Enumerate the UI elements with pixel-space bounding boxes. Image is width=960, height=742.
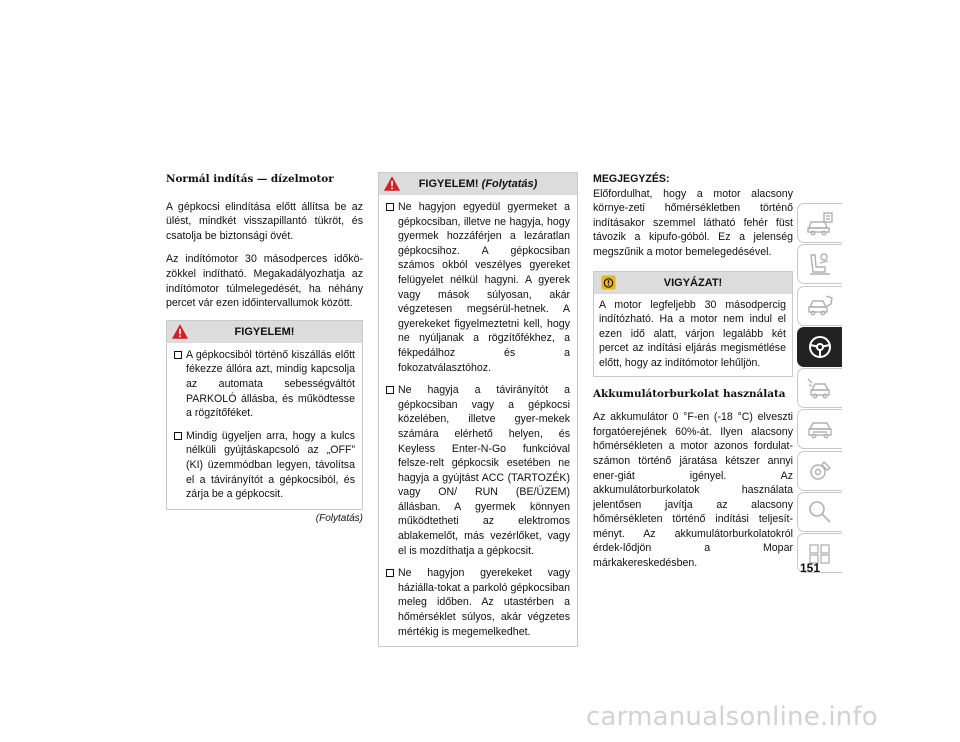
warning-body	[167, 343, 362, 509]
tab-search[interactable]	[797, 492, 842, 532]
car-wrench-icon	[806, 458, 834, 484]
tab-emergency[interactable]	[797, 368, 842, 408]
warning-triangle-icon	[171, 323, 189, 340]
list-item: Mindig ügyeljen arra, hogy a kulcs nélküli gyújtáskapcsoló az „OFF” (KI) üzemmódban legyen, távolítsa el a távirányítót a gépkocsiból, és zárja be a gépkocsit.	[174, 429, 355, 502]
warning-box	[166, 320, 363, 510]
tab-car-seat[interactable]	[797, 244, 842, 284]
watermark: carmanualsonline.info	[586, 702, 878, 732]
warning-body	[379, 195, 577, 646]
car-crash-icon	[806, 375, 834, 401]
bullet-square-icon	[386, 569, 394, 577]
paragraph: Az indítómotor 30 másodperces időkö-zökkel indítható. Megakadályozhatja az indítómotor túlmelegedését, ha néhány percet vár ezen időintervallumok között.	[166, 253, 363, 310]
list-item: Ne hagyjon gyerekeket vagy háziálla-tokat a parkoló gépkocsiban meleg időben. Az utastérben a hőmérséklet súlyos, akár végzetes mértékig is megemelkedhet.	[386, 566, 570, 639]
section-heading-battery-cover: Akkumulátorburkolat használata	[593, 387, 786, 400]
note-text: Előfordulhat, hogy a motor alacsony környe-zeti hőmérsékletben történő indításakor szemmel látható fehér füst távozik a kipufo-góból. Ez a jelenség megszűnik a motor bemelegedésével.	[593, 187, 793, 258]
tab-maintenance[interactable]	[797, 451, 842, 491]
list-item: A gépkocsiból történő kiszállás előtt fékezze állóra azt, mindig kapcsolja az automata sebességváltót PARKOLÓ állásba, és működtesse a rögzítőféket.	[174, 348, 355, 421]
tab-starting-operating[interactable]	[797, 327, 842, 367]
car-info-icon	[806, 210, 834, 236]
caution-title: VIGYÁZAT!	[663, 276, 723, 289]
tab-service[interactable]	[797, 409, 842, 449]
warning-box-continued	[378, 172, 578, 647]
car-safety-icon	[806, 293, 834, 319]
caution-box	[593, 271, 793, 377]
paragraph: A gépkocsi elindítása előtt állítsa be az ülést, mindkét visszapillantó tükröt, és csatolja be biztonsági övét.	[166, 200, 363, 242]
list-item: Ne hagyja a távirányítót a gépkocsiban vagy a gépkocsi közelében, illetve gyer-mekek számára elérhető helyen, és Keyless Enter-N-Go funkcióval felsze-relt gépkocsik esetében ne hagyja a gyújtást ACC (TARTOZÉK) vagy ON/ RUN (BE/ÜZEM) állásban. A gyermek könnyen működtetheti az elektromos ablakemelőt, más vezérlőket, vagy el is mozdíthatja a gépkocsit.	[386, 383, 570, 558]
warning-title-suffix: (Folytatás)	[481, 178, 538, 190]
middle-column	[378, 172, 578, 647]
car-seat-icon	[806, 251, 834, 277]
bullet-square-icon	[174, 351, 182, 359]
magnifier-icon	[806, 499, 834, 525]
continued-label: (Folytatás)	[315, 512, 363, 524]
bullet-square-icon	[174, 432, 182, 440]
caution-body: A motor legfeljebb 30 másodpercig indítózható. Ha a motor nem indul el ezen idő alatt, várjon legalább két percet az indítási eljárás megismétlése előtt, hogy az indítómotor lehűljön.	[599, 298, 786, 369]
tab-car-safety[interactable]	[797, 286, 842, 326]
caution-icon	[601, 275, 616, 290]
paragraph: Az akkumulátor 0 °F-en (-18 °C) elveszti forgatóerejének 60%-át. Ilyen alacsony hőmérsékleten a motor azonos fordulat-számon történő járatása kétszer annyi ener-giát igényel. Az akkumulátorburkolatok használata jelentősen javítja az alacsony hőmérsékleten történő indítási teljesít-ményt. Az akkumulátorburkolatokról érdek-lődjön a Mopar márkakereskedésben.	[593, 411, 793, 570]
right-column	[593, 172, 793, 580]
warning-title: FIGYELEM!	[418, 178, 479, 190]
warning-title: FIGYELEM!	[234, 325, 295, 338]
bullet-square-icon	[386, 386, 394, 394]
warning-triangle-icon	[383, 175, 401, 192]
bullet-square-icon	[386, 203, 394, 211]
left-column	[166, 172, 363, 526]
caution-header	[594, 272, 792, 294]
chapter-tabs	[797, 203, 843, 575]
list-item: Ne hagyjon egyedül gyermeket a gépkocsiban, illetve ne hagyja, hogy gyermek hozzáférjen a lezáratlan gépkocsihoz. A gépkocsiban számos okból veszélyes gyereket felügyelet nélkül hagyni. A gyerek vagy mások súlyosan, akár végzetesen megsérül-hetnek. A gyerekeket figyelmeztetni kell, hogy ne nyúljanak a rögzítőfékhez, a fékpedálhoz és a fokozatválasztóhoz.	[386, 200, 570, 375]
tab-car-info[interactable]	[797, 203, 842, 243]
warning-header	[379, 173, 577, 195]
page-number: 151	[800, 561, 821, 575]
section-heading-diesel-start: Normál indítás — dízelmotor	[166, 173, 334, 185]
note-title: MEGJEGYZÉS:	[593, 173, 670, 185]
car-service-icon	[806, 416, 834, 442]
warning-header	[167, 321, 362, 343]
steering-wheel-icon	[806, 334, 834, 360]
